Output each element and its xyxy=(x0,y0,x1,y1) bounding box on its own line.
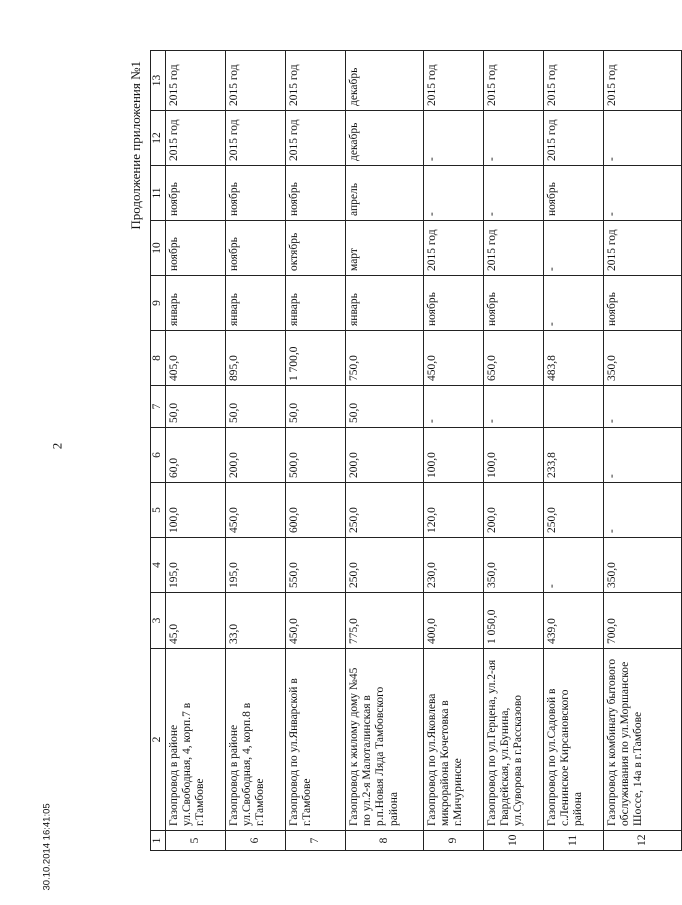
column-header: 3 xyxy=(151,593,166,649)
object-name-cell: Газопровод по ул.Садовой в с.Ленинское Кирсановского района xyxy=(544,649,604,831)
table-cell: апрель xyxy=(346,166,424,221)
table-cell: 250,0 xyxy=(346,483,424,538)
table-cell: 60,0 xyxy=(166,428,226,483)
table-cell: январь xyxy=(286,276,346,331)
page-number: 2 xyxy=(49,442,65,450)
table-cell: ноябрь xyxy=(166,166,226,221)
table-cell: 439,0 xyxy=(544,593,604,649)
table-cell: 450,0 xyxy=(424,331,484,386)
table-row xyxy=(226,51,286,851)
table-cell: октябрь xyxy=(286,221,346,276)
table-row xyxy=(604,51,682,851)
table-cell: 895,0 xyxy=(226,331,286,386)
table-cell: 2015 год xyxy=(484,221,544,276)
table-cell: 100,0 xyxy=(424,428,484,483)
table-cell xyxy=(544,386,604,428)
table-cell: ноябрь xyxy=(226,166,286,221)
table-cell: 2015 год xyxy=(424,221,484,276)
table-cell: 2015 год xyxy=(286,51,346,111)
table-cell: 550,0 xyxy=(286,538,346,593)
table-cell: 200,0 xyxy=(226,428,286,483)
table-cell: - xyxy=(484,111,544,166)
table-cell: 2015 год xyxy=(166,111,226,166)
table-cell: - xyxy=(604,111,682,166)
table-cell: - xyxy=(544,538,604,593)
table-cell: 195,0 xyxy=(166,538,226,593)
table-cell: - xyxy=(424,166,484,221)
table-cell: 500,0 xyxy=(286,428,346,483)
table-cell: - xyxy=(484,166,544,221)
table-row xyxy=(346,51,424,851)
table-cell: 2015 год xyxy=(424,51,484,111)
column-header: 4 xyxy=(151,538,166,593)
table-cell: декабрь xyxy=(346,111,424,166)
column-header: 2 xyxy=(151,649,166,831)
table-cell: 2015 год xyxy=(484,51,544,111)
table-cell: ноябрь xyxy=(166,221,226,276)
table-cell: 233,8 xyxy=(544,428,604,483)
table-cell: 750,0 xyxy=(346,331,424,386)
table-cell: 45,0 xyxy=(166,593,226,649)
table-cell: 250,0 xyxy=(544,483,604,538)
column-header: 8 xyxy=(151,331,166,386)
table-cell: ноябрь xyxy=(544,166,604,221)
table-cell: 2015 год xyxy=(226,51,286,111)
table-cell: - xyxy=(424,111,484,166)
table-cell: 483,8 xyxy=(544,331,604,386)
row-number-cell: 5 xyxy=(166,831,226,851)
table-cell: 600,0 xyxy=(286,483,346,538)
table-cell: 450,0 xyxy=(286,593,346,649)
row-number-cell: 8 xyxy=(346,831,424,851)
table-cell: 450,0 xyxy=(226,483,286,538)
table-cell: 50,0 xyxy=(286,386,346,428)
table-row xyxy=(544,51,604,851)
row-number-cell: 11 xyxy=(544,831,604,851)
rotated-content xyxy=(128,49,668,851)
row-number-cell: 10 xyxy=(484,831,544,851)
table-cell: март xyxy=(346,221,424,276)
table-cell: 2015 год xyxy=(604,221,682,276)
table-cell: 33,0 xyxy=(226,593,286,649)
row-number-cell: 9 xyxy=(424,831,484,851)
object-name-cell: Газопровод в районе ул.Свободная, 4, корп.7 в г.Тамбове xyxy=(166,649,226,831)
table-cell: 250,0 xyxy=(346,538,424,593)
column-header: 10 xyxy=(151,221,166,276)
appendix-caption: Продолжение приложения №1 xyxy=(128,61,143,230)
table-cell: ноябрь xyxy=(604,276,682,331)
gas-pipeline-table xyxy=(150,50,682,851)
table-cell: 200,0 xyxy=(484,483,544,538)
table-cell: 50,0 xyxy=(346,386,424,428)
print-timestamp: 30.10.2014 16:41:05 xyxy=(41,803,53,891)
table-cell: 2015 год xyxy=(544,111,604,166)
table-cell: - xyxy=(604,166,682,221)
table-cell: 2015 год xyxy=(604,51,682,111)
table-cell: - xyxy=(604,428,682,483)
table-cell: 230,0 xyxy=(424,538,484,593)
table-cell: 700,0 xyxy=(604,593,682,649)
table-header-row xyxy=(151,51,166,851)
object-name-cell: Газопровод к комбинату бытового обслуживания по ул.Моршанское Шоссе, 14а в г.Тамбове xyxy=(604,649,682,831)
object-name-cell: Газопровод по ул.Яковлева микрорайона Кочетовка в г.Мичуринске xyxy=(424,649,484,831)
table-cell: ноябрь xyxy=(424,276,484,331)
row-number-cell: 7 xyxy=(286,831,346,851)
table-row xyxy=(484,51,544,851)
table-cell: 350,0 xyxy=(604,538,682,593)
table-cell: январь xyxy=(346,276,424,331)
table-body xyxy=(166,51,682,851)
table-cell: - xyxy=(604,386,682,428)
row-number-cell: 12 xyxy=(604,831,682,851)
table-cell: 100,0 xyxy=(484,428,544,483)
table-cell: 1 700,0 xyxy=(286,331,346,386)
table-cell: 100,0 xyxy=(166,483,226,538)
table-cell: 200,0 xyxy=(346,428,424,483)
table-cell: январь xyxy=(226,276,286,331)
table-cell: 650,0 xyxy=(484,331,544,386)
table-cell: 2015 год xyxy=(166,51,226,111)
row-number-cell: 6 xyxy=(226,831,286,851)
table-cell: 400,0 xyxy=(424,593,484,649)
table-cell: 350,0 xyxy=(484,538,544,593)
column-header: 1 xyxy=(151,831,166,851)
table-cell: 195,0 xyxy=(226,538,286,593)
column-header: 7 xyxy=(151,386,166,428)
table-cell: 1 050,0 xyxy=(484,593,544,649)
object-name-cell: Газопровод в районе ул.Свободная, 4, корп.8 в г.Тамбове xyxy=(226,649,286,831)
table-cell: - xyxy=(484,386,544,428)
table-cell: 775,0 xyxy=(346,593,424,649)
table-row xyxy=(166,51,226,851)
table-cell: декабрь xyxy=(346,51,424,111)
object-name-cell: Газопровод по ул.Герцена, ул.2-ая Гвардейская, ул.Бунина, ул.Суворова в г.Рассказово xyxy=(484,649,544,831)
column-header: 6 xyxy=(151,428,166,483)
table-cell: ноябрь xyxy=(226,221,286,276)
column-header: 13 xyxy=(151,51,166,111)
table-row xyxy=(286,51,346,851)
table-cell: 350,0 xyxy=(604,331,682,386)
column-header: 9 xyxy=(151,276,166,331)
column-header: 12 xyxy=(151,111,166,166)
table-cell: - xyxy=(544,221,604,276)
table-cell: ноябрь xyxy=(484,276,544,331)
object-name-cell: Газопровод по ул.Январской в г.Тамбове xyxy=(286,649,346,831)
table-cell: 2015 год xyxy=(286,111,346,166)
table-cell: 405,0 xyxy=(166,331,226,386)
table-cell: - xyxy=(604,483,682,538)
table-cell: 50,0 xyxy=(166,386,226,428)
column-header: 5 xyxy=(151,483,166,538)
table-row xyxy=(424,51,484,851)
table-cell: - xyxy=(424,386,484,428)
object-name-cell: Газопровод к жилому дому №45 по ул.2-я Малоталинская в р.п.Новая Ляда Тамбовского района xyxy=(346,649,424,831)
table-cell: 120,0 xyxy=(424,483,484,538)
column-header: 11 xyxy=(151,166,166,221)
table-cell: январь xyxy=(166,276,226,331)
table-cell: 50,0 xyxy=(226,386,286,428)
table-cell: 2015 год xyxy=(544,51,604,111)
table-cell: - xyxy=(544,276,604,331)
table-cell: ноябрь xyxy=(286,166,346,221)
table-cell: 2015 год xyxy=(226,111,286,166)
